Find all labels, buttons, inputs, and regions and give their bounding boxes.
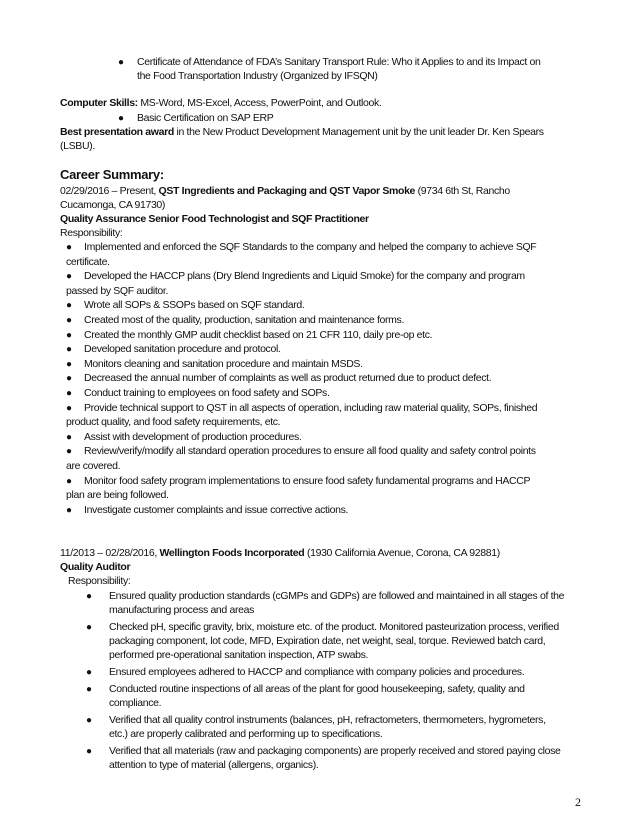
list-item: Conduct training to employees on food safety and SOPs. bbox=[84, 387, 330, 399]
list-item: certificate. bbox=[66, 255, 110, 268]
bullet-icon: ● bbox=[66, 475, 73, 487]
responsibility-label: Responsibility: bbox=[60, 227, 123, 239]
bullet-icon: ● bbox=[86, 715, 93, 726]
page-number: 2 bbox=[575, 795, 581, 809]
list-item: Created most of the quality, production, sanitation and maintenance forms. bbox=[84, 314, 405, 326]
computer-skills bbox=[60, 97, 381, 111]
responsibility-label: Responsibility: bbox=[68, 575, 131, 587]
list-item: Ensured employees adhered to HACCP and compliance with company policies and procedures. bbox=[109, 666, 525, 679]
job-header bbox=[60, 185, 510, 199]
list-item: Developed sanitation procedure and protocol. bbox=[84, 343, 281, 356]
sap-certification: Basic Certification on SAP ERP bbox=[137, 112, 274, 124]
bullet-icon: ● bbox=[66, 431, 73, 443]
bullet-icon: ● bbox=[86, 591, 93, 602]
list-item: Wrote all SOPs & SSOPs based on SQF standard. bbox=[84, 299, 305, 312]
job-address: (9734 6th St, Rancho bbox=[415, 185, 510, 197]
list-item: Implemented and enforced the SQF Standards to the company and helped the company to achieve SQF bbox=[84, 241, 537, 253]
bullet-icon: ● bbox=[66, 388, 73, 399]
bullet-icon: ● bbox=[86, 622, 93, 633]
bullet-icon: ● bbox=[86, 746, 93, 757]
list-item: Developed the HACCP plans (Dry Blend Ingredients and Liquid Smoke) for the company and program bbox=[84, 270, 525, 283]
bullet-icon: ● bbox=[66, 242, 73, 253]
job-company: Wellington Foods Incorporated bbox=[159, 547, 305, 559]
list-item: packaging component, lot code, MFD, Expiration date, net weight, seal, torque. Reviewed batch card, bbox=[109, 635, 546, 648]
bullet-icon: ● bbox=[86, 684, 93, 695]
job-dates: 02/29/2016 – Present, bbox=[60, 185, 159, 197]
job-title: Quality Auditor bbox=[60, 561, 131, 573]
job-header bbox=[60, 547, 500, 561]
award-text: in the New Product Development Management unit by the unit leader Dr. Ken Spears bbox=[173, 126, 544, 138]
bullet-icon: ● bbox=[118, 57, 125, 68]
job-address: (1930 California Avenue, Corona, CA 92881) bbox=[304, 547, 500, 559]
bullet-icon: ● bbox=[66, 271, 73, 283]
list-item: manufacturing process and areas bbox=[109, 604, 254, 617]
list-item: Assist with development of production procedures. bbox=[84, 430, 302, 443]
certificate-line: Certificate of Attendance of FDA’s Sanitary Transport Rule: Who it Applies to and its Impact on bbox=[137, 56, 541, 68]
bullet-icon: ● bbox=[86, 667, 93, 679]
list-item: etc.) are properly calibrated and performing up to specifications. bbox=[109, 728, 383, 741]
list-item: performed pre-operational sanitation inspection, ATP swabs. bbox=[109, 649, 369, 662]
bullet-icon: ● bbox=[66, 504, 73, 516]
list-item: Conducted routine inspections of all areas of the plant for good housekeeping, safety, quality and bbox=[109, 683, 525, 695]
bullet-icon: ● bbox=[66, 315, 73, 326]
job-title: Quality Assurance Senior Food Technologist and SQF Practitioner bbox=[60, 213, 369, 225]
list-item: Decreased the annual number of complaints as well as product returned due to product defect. bbox=[84, 372, 492, 385]
job-address: Cucamonga, CA 91730) bbox=[60, 199, 166, 211]
section-heading: Career Summary: bbox=[60, 167, 164, 182]
list-item: Review/verify/modify all standard operation procedures to ensure all food quality and safety control points bbox=[84, 445, 536, 458]
bullet-icon: ● bbox=[66, 329, 73, 341]
list-item: plan are being followed. bbox=[66, 489, 169, 502]
list-item: Ensured quality production standards (cGMPs and GDPs) are followed and maintained in all stages of the bbox=[109, 590, 565, 602]
list-item: compliance. bbox=[109, 697, 162, 710]
list-item: product quality, and food safety requirements, etc. bbox=[66, 416, 281, 429]
list-item: are covered. bbox=[66, 460, 121, 472]
list-item: Provide technical support to QST in all aspects of operation, including raw material quality, SOPs, finished bbox=[84, 401, 538, 414]
list-item: Monitors cleaning and sanitation procedure and maintain MSDS. bbox=[84, 357, 363, 370]
award-line bbox=[60, 126, 544, 140]
award-line: (LSBU). bbox=[60, 140, 95, 152]
list-item: attention to type of material (allergens, organics). bbox=[109, 759, 319, 772]
bullet-icon: ● bbox=[118, 113, 125, 124]
bullet-icon: ● bbox=[66, 402, 73, 414]
skills-label: Computer Skills: bbox=[60, 97, 138, 109]
bullet-icon: ● bbox=[66, 446, 73, 458]
bullet-icon: ● bbox=[66, 358, 73, 370]
bullet-icon: ● bbox=[66, 300, 73, 312]
bullet-icon: ● bbox=[66, 344, 73, 356]
list-item: Created the monthly GMP audit checklist based on 21 CFR 110, daily pre-op etc. bbox=[84, 328, 433, 341]
list-item: Verified that all materials (raw and packaging components) are properly received and stored paying close bbox=[109, 745, 561, 757]
skills-value: MS-Word, MS-Excel, Access, PowerPoint, and Outlook. bbox=[137, 97, 382, 109]
award-label: Best presentation award bbox=[60, 126, 174, 138]
job-company: QST Ingredients and Packaging and QST Vapor Smoke bbox=[158, 185, 416, 197]
certificate-line: the Food Transportation Industry (Organized by IFSQN) bbox=[137, 70, 378, 82]
list-item: Monitor food safety program implementations to ensure food safety fundamental programs and HACCP bbox=[84, 474, 531, 487]
list-item: passed by SQF auditor. bbox=[66, 284, 169, 297]
list-item: Verified that all quality control instruments (balances, pH, refractometers, thermometers, hygrometers, bbox=[109, 714, 546, 726]
job-dates: 11/2013 – 02/28/2016, bbox=[60, 547, 160, 559]
bullet-icon: ● bbox=[66, 373, 73, 385]
list-item: Investigate customer complaints and issue corrective actions. bbox=[84, 503, 349, 516]
list-item: Checked pH, specific gravity, brix, moisture etc. of the product. Monitored pasteurization process, verified bbox=[109, 621, 559, 633]
